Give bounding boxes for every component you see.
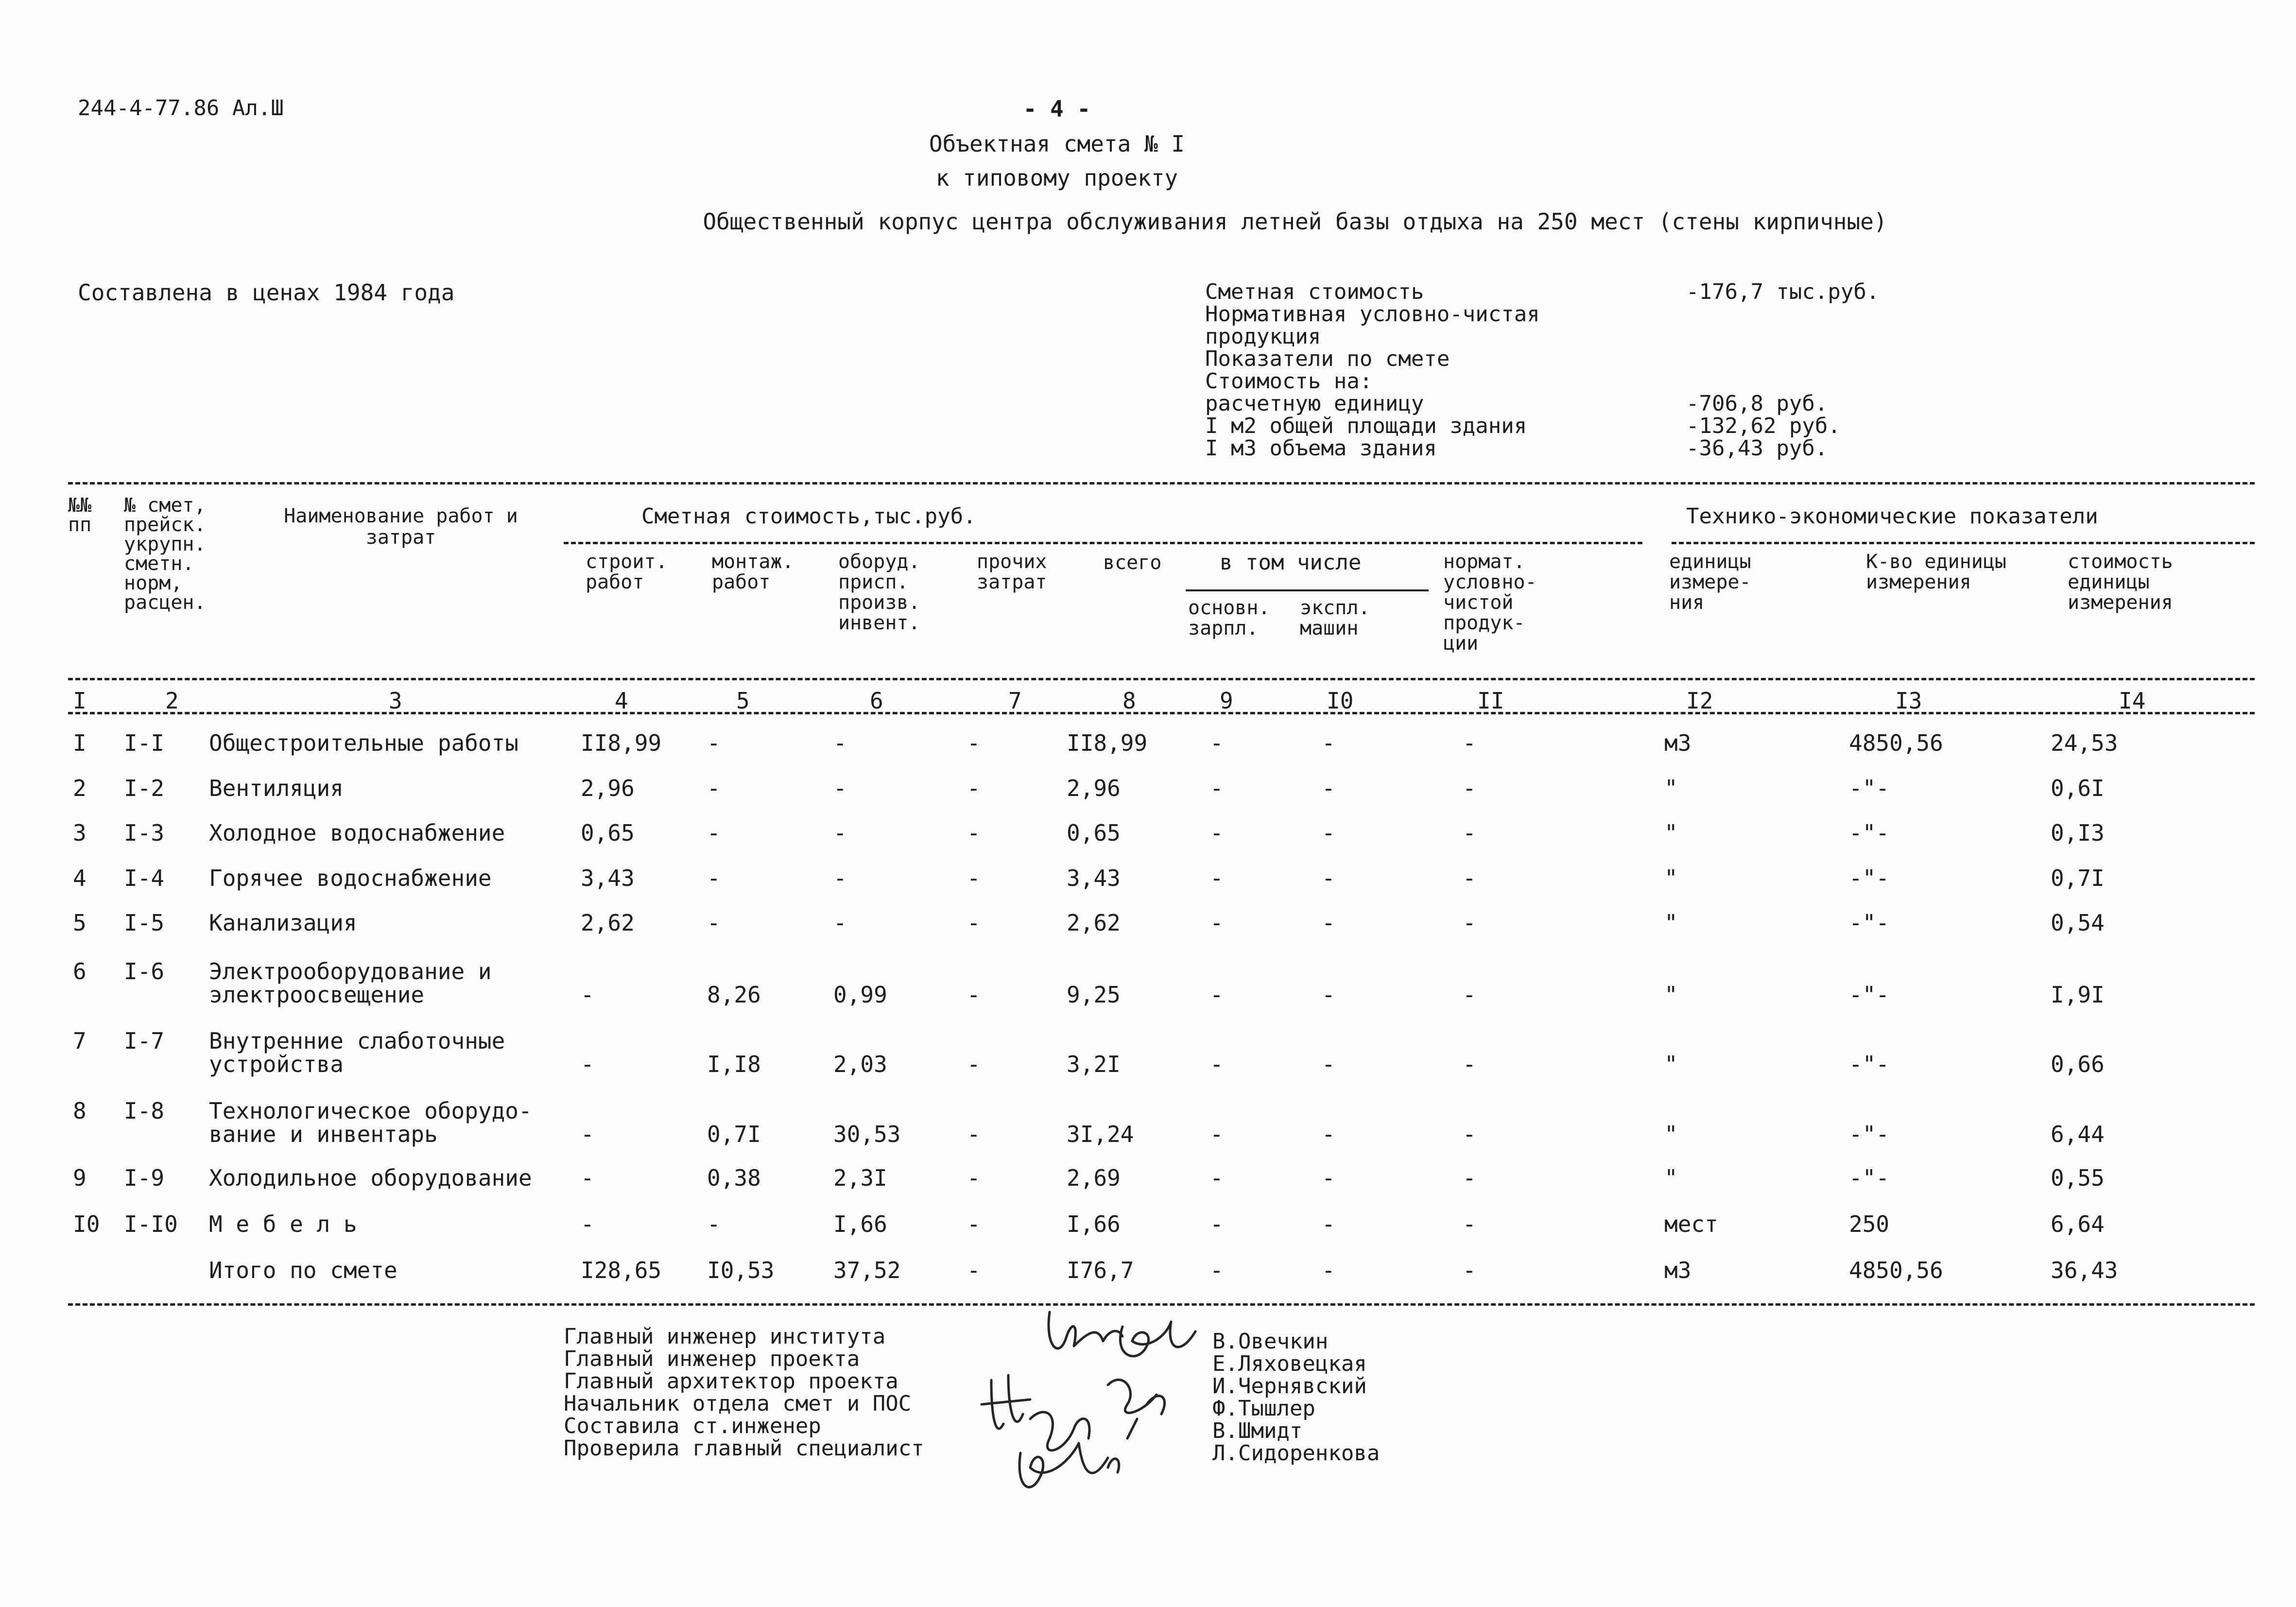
cell-unit: " [1664,982,1678,1008]
cell-code: I-7 [124,1028,165,1054]
work-name: Технологическое оборудо- [209,1098,532,1124]
cell-equip: 2,03 [833,1051,887,1077]
signer-name: И.Чернявский [1212,1374,1367,1399]
th-total: всего [1103,552,1162,574]
cell-ucost: 0,55 [2051,1165,2105,1191]
cell-mount: 0,7I [707,1121,761,1147]
summary-line: продукция [1205,324,1321,349]
cell-wage: - [1210,1211,1224,1237]
th-incl: в том числе [1220,550,1362,575]
cell-code: I-4 [124,865,165,891]
column-number: I2 [1686,688,1713,714]
cell-wage: - [1210,865,1224,891]
cell-other: - [967,1165,981,1191]
position-title: Составила ст.инженер [564,1414,821,1438]
cell-unit: " [1664,1051,1678,1077]
cell-norm: - [1463,1211,1476,1237]
cell-build: II8,99 [581,730,662,756]
cell-build: 2,96 [581,775,635,801]
th-tech-group: Технико-экономические показатели [1686,504,2098,529]
cell-norm: - [1463,820,1476,846]
work-name: М е б е л ь [209,1211,357,1237]
work-name: Горячее водоснабжение [209,865,492,891]
cell-unit: мест [1664,1211,1718,1237]
column-number: I3 [1895,688,1922,714]
th-name: Наименование работ и затрат [284,505,518,549]
cell-equip: I,66 [833,1211,887,1237]
work-name: Канализация [209,910,357,936]
cell-code: I-8 [124,1098,165,1124]
cell-total: 2,62 [1067,910,1121,936]
cell-unit: м3 [1664,730,1692,756]
cell-norm: - [1463,1121,1476,1147]
cell-wage: - [1210,1051,1224,1077]
cell-norm: - [1463,865,1476,891]
summary-total-cost: -176,7 тыс.руб. [1686,279,1880,304]
cell-total: 2,96 [1067,775,1121,801]
cell-n: 8 [73,1098,86,1124]
cell-ucost: 0,54 [2051,910,2105,936]
cell-ucost: 36,43 [2051,1257,2118,1283]
cell-total: 3,43 [1067,865,1121,891]
column-number: 5 [736,688,750,714]
cell-mach: - [1322,1211,1335,1237]
cell-qty: 4850,56 [1849,730,1943,756]
cell-ucost: 0,I3 [2051,820,2105,846]
cell-other: - [967,1051,981,1077]
cell-total: 2,69 [1067,1165,1121,1191]
cell-code: I-6 [124,958,165,985]
cell-qty: -"- [1849,1051,1890,1077]
cell-n: 9 [73,1165,86,1191]
cell-mach: - [1322,865,1335,891]
cell-total: 9,25 [1067,982,1121,1008]
cell-mach: - [1322,1121,1335,1147]
cell-build: - [581,982,594,1008]
cell-n: 3 [73,820,86,846]
cell-build: I28,65 [581,1257,662,1283]
cell-mach: - [1322,910,1335,936]
column-number: 8 [1122,688,1136,714]
prices-note: Составлена в ценах 1984 года [78,279,455,306]
signer-name: В.Шмидт [1212,1418,1303,1443]
work-name: Вентиляция [209,775,344,801]
cell-mount: 8,26 [707,982,761,1008]
cell-build: - [581,1165,594,1191]
cell-norm: - [1463,730,1476,756]
position-title: Главный инженер института [564,1324,886,1349]
cell-ucost: 0,7I [2051,865,2105,891]
summary-line: Нормативная условно-чистая [1205,302,1540,327]
cell-other: - [967,775,981,801]
cell-total: I,66 [1067,1211,1121,1237]
signer-name: Е.Ляховецкая [1212,1351,1367,1376]
column-number: I [73,688,86,714]
cell-wage: - [1210,1121,1224,1147]
position-title: Главный инженер проекта [564,1347,860,1371]
th-unit: единицы измере- ния [1669,551,1751,614]
cell-wage: - [1210,730,1224,756]
work-name: вание и инвентарь [209,1121,438,1147]
summary-line: Стоимость на: [1205,369,1373,394]
th-qty: К-во единицы измерения [1866,551,2006,593]
th-cost-group: Сметная стоимость,тыс.руб. [641,504,976,529]
cell-wage: - [1210,820,1224,846]
header-bottom-rule [68,678,2255,680]
cell-qty: -"- [1849,1165,1890,1191]
signature-names [1212,1331,1380,1465]
cell-qty: -"- [1849,865,1890,891]
cell-build: 0,65 [581,820,635,846]
cell-qty: -"- [1849,910,1890,936]
cell-norm: - [1463,982,1476,1008]
cell-build: 2,62 [581,910,635,936]
cell-build: 3,43 [581,865,635,891]
cell-ucost: 6,64 [2051,1211,2105,1237]
table-top-rule [68,482,2255,484]
cell-mount: I,I8 [707,1051,761,1077]
th-mach: экспл. машин [1300,597,1370,639]
cell-mount: - [707,820,721,846]
column-number: 4 [615,688,628,714]
work-name: Внутренние слаботочные [209,1028,505,1054]
cell-mount: - [707,910,721,936]
column-number: I4 [2119,688,2146,714]
cell-equip: - [833,820,847,846]
cell-code: I-I [124,730,165,756]
cell-ucost: 0,6I [2051,775,2105,801]
cell-n: 2 [73,775,86,801]
summary-line: I м3 объема здания [1205,436,1437,461]
cell-wage: - [1210,982,1224,1008]
work-name: Общестроительные работы [209,730,518,756]
th-wage: основн. зарпл. [1188,597,1270,639]
document-subtitle: к типовому проекту [935,165,1178,191]
incl-rule [1186,589,1429,591]
document-code: 244-4-77.86 Ал.Ш [78,96,284,121]
cell-mount: - [707,865,721,891]
cell-other: - [967,982,981,1008]
cell-unit: " [1664,865,1678,891]
column-number: 2 [165,688,179,714]
cell-qty: -"- [1849,820,1890,846]
cell-code: I-2 [124,775,165,801]
cell-build: - [581,1121,594,1147]
cell-wage: - [1210,775,1224,801]
cell-unit: м3 [1664,1257,1692,1283]
handwritten-signatures [962,1293,1234,1526]
th-num: №№ пп [68,494,92,536]
work-name: устройства [209,1051,344,1077]
cell-qty: 250 [1849,1211,1890,1237]
cell-equip: - [833,730,847,756]
cell-norm: - [1463,1165,1476,1191]
summary-line: Показатели по смете [1205,346,1450,371]
object-name: Общественный корпус центра обслуживания летней базы отдыха на 250 мест (стены кирпичные) [703,208,1887,235]
cell-build: - [581,1051,594,1077]
cell-mount: 0,38 [707,1165,761,1191]
cell-mach: - [1322,1051,1335,1077]
cell-code: I-9 [124,1165,165,1191]
position-title: Начальник отдела смет и ПОС [564,1391,912,1416]
position-title: Главный архитектор проекта [564,1369,898,1394]
cell-mach: - [1322,820,1335,846]
cell-mach: - [1322,1165,1335,1191]
document-title: Объектная смета № I [929,131,1185,157]
cell-other: - [967,730,981,756]
cell-mach: - [1322,1257,1335,1283]
summary-per-m2: -132,62 руб. [1686,414,1841,438]
cell-other: - [967,1257,981,1283]
cell-qty: -"- [1849,775,1890,801]
cell-ucost: 0,66 [2051,1051,2105,1077]
total-row-label: Итого по смете [209,1257,397,1283]
cell-wage: - [1210,910,1224,936]
signature-positions [564,1326,924,1460]
th-build: строит. работ [586,551,668,593]
cell-code: I-I0 [124,1211,178,1237]
cell-code: I-5 [124,910,165,936]
cell-mount: I0,53 [707,1257,775,1283]
cell-total: 3,2I [1067,1051,1121,1077]
th-smeta: № смет, прейск. укрупн. сметн. норм, расцен. [124,494,206,614]
column-number: II [1477,688,1504,714]
cell-ucost: 6,44 [2051,1121,2105,1147]
cell-other: - [967,910,981,936]
cell-mount: - [707,1211,721,1237]
cell-equip: - [833,865,847,891]
column-number: I0 [1327,688,1354,714]
cell-equip: - [833,910,847,936]
cell-unit: " [1664,1165,1678,1191]
cell-qty: -"- [1849,982,1890,1008]
cell-unit: " [1664,775,1678,801]
cell-mach: - [1322,982,1335,1008]
cell-n: I0 [73,1211,100,1237]
cell-total: 3I,24 [1067,1121,1134,1147]
cost-group-rule [564,542,1642,544]
cell-equip: 30,53 [833,1121,901,1147]
cell-equip: - [833,775,847,801]
column-number: 3 [389,688,402,714]
signer-name: Л.Сидоренкова [1212,1441,1380,1466]
summary-labels [1205,281,1540,460]
cell-norm: - [1463,1051,1476,1077]
summary-per-unit: -706,8 руб. [1686,391,1828,416]
work-name: электроосвещение [209,982,425,1008]
summary-line: расчетную единицу [1205,391,1424,416]
column-number: 7 [1008,688,1022,714]
position-title: Проверила главный специалист [564,1436,924,1461]
cell-total: 0,65 [1067,820,1121,846]
cell-mount: - [707,730,721,756]
cell-total: I76,7 [1067,1257,1134,1283]
cell-other: - [967,865,981,891]
work-name: Холодное водоснабжение [209,820,505,846]
cell-other: - [967,1121,981,1147]
cell-unit: " [1664,820,1678,846]
th-norm: нормат. условно- чистой продук- ции [1443,551,1537,655]
cell-other: - [967,820,981,846]
signer-name: В.Овечкин [1212,1329,1329,1354]
cell-unit: " [1664,910,1678,936]
cell-norm: - [1463,1257,1476,1283]
cell-ucost: I,9I [2051,982,2105,1008]
cell-n: I [73,730,86,756]
cell-n: 4 [73,865,86,891]
th-other: прочих затрат [977,551,1047,593]
tech-group-rule [1672,542,2255,544]
work-name: Холодильное оборудование [209,1165,532,1191]
signer-name: Ф.Тышлер [1212,1396,1315,1421]
column-number: 6 [870,688,883,714]
column-number: 9 [1220,688,1233,714]
cell-n: 6 [73,958,86,985]
cell-equip: 0,99 [833,982,887,1008]
cell-ucost: 24,53 [2051,730,2118,756]
cell-unit: " [1664,1121,1678,1147]
cell-n: 5 [73,910,86,936]
cell-equip: 37,52 [833,1257,901,1283]
cell-wage: - [1210,1257,1224,1283]
cell-total: II8,99 [1067,730,1148,756]
cell-norm: - [1463,910,1476,936]
summary-per-m3: -36,43 руб. [1686,436,1828,461]
cell-mach: - [1322,730,1335,756]
cell-equip: 2,3I [833,1165,887,1191]
cell-wage: - [1210,1165,1224,1191]
page-number: - 4 - [1023,96,1091,122]
th-equip: оборуд. присп. произв. инвент. [838,551,920,634]
cell-norm: - [1463,775,1476,801]
cell-qty: -"- [1849,1121,1890,1147]
cell-mach: - [1322,775,1335,801]
cell-n: 7 [73,1028,86,1054]
th-mount: монтаж. работ [712,551,794,593]
cell-other: - [967,1211,981,1237]
cell-build: - [581,1211,594,1237]
cell-qty: 4850,56 [1849,1257,1943,1283]
summary-line: Сметная стоимость [1205,279,1424,304]
cell-code: I-3 [124,820,165,846]
summary-line: I м2 общей площади здания [1205,414,1527,438]
th-unitcost: стоимость единицы измерения [2068,551,2173,614]
cell-mount: - [707,775,721,801]
work-name: Электрооборудование и [209,958,492,985]
